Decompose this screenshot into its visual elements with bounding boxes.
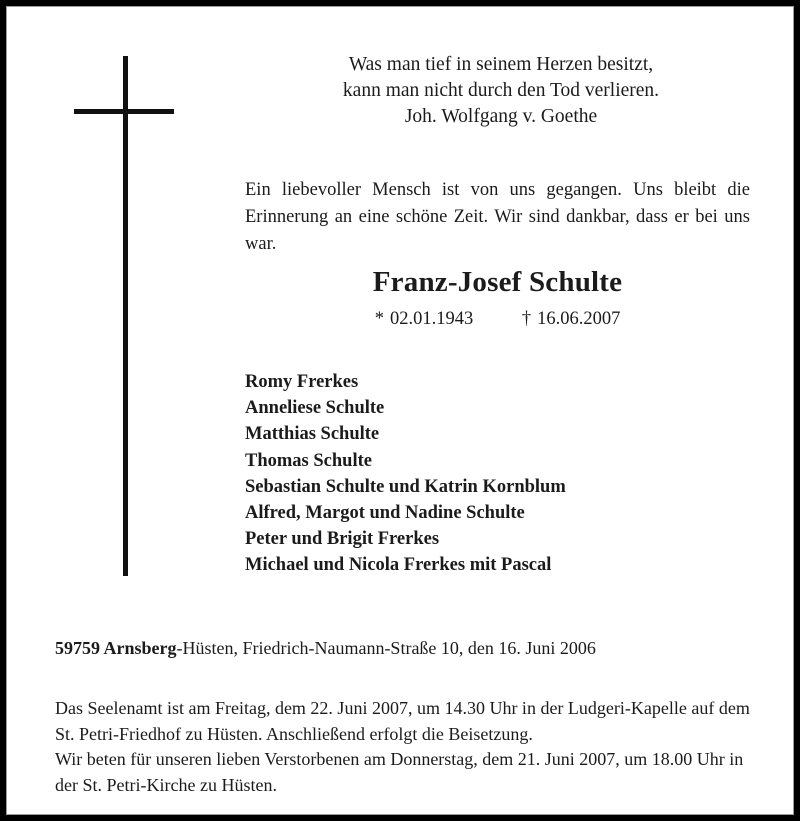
death-date: 16.06.2007 bbox=[537, 309, 621, 329]
quote-line-2: kann man nicht durch den Tod verlieren. bbox=[342, 80, 660, 101]
list-item: Thomas Schulte bbox=[245, 450, 372, 471]
address-city: 59759 Arnsberg bbox=[55, 638, 177, 658]
death-date-group bbox=[522, 309, 621, 329]
epitaph-quote bbox=[243, 52, 759, 130]
service-paragraph-1: Das Seelenamt ist am Freitag, dem 22. Juni 2007, um 14.30 Uhr in der Ludgeri-Kapelle auf dem St. Petri-Friedhof zu Hüsten. Anschließend erfolgt die Beisetzung. bbox=[55, 698, 750, 744]
intro-paragraph: Ein liebevoller Mensch ist von uns gegangen. Uns bleibt die Erinnerung an eine schöne Zeit. Wir sind dankbar, dass er bei uns war. bbox=[245, 179, 750, 254]
list-item: Anneliese Schulte bbox=[245, 398, 385, 419]
address-line bbox=[55, 636, 755, 660]
cross-horizontal-beam bbox=[74, 109, 174, 114]
mourners-list bbox=[245, 369, 750, 579]
birth-date: 02.01.1943 bbox=[389, 309, 474, 329]
address-rest: -Hüsten, Friedrich-Naumann-Straße 10, den 16. Juni 2006 bbox=[176, 638, 596, 658]
birth-date-group bbox=[375, 309, 478, 329]
list-item: Peter und Brigit Frerkes bbox=[245, 529, 440, 550]
deceased-block bbox=[245, 265, 750, 331]
list-item: Matthias Schulte bbox=[245, 424, 380, 445]
notice-sheet bbox=[7, 7, 793, 814]
cross-vertical-beam bbox=[123, 56, 128, 576]
christian-cross-icon bbox=[71, 56, 179, 576]
quote-line-1: Was man tief in seinem Herzen besitzt, bbox=[348, 54, 654, 75]
list-item: Sebastian Schulte und Katrin Kornblum bbox=[245, 476, 566, 497]
list-item: Alfred, Margot und Nadine Schulte bbox=[245, 503, 525, 524]
list-item: Romy Frerkes bbox=[245, 372, 359, 392]
deceased-name: Franz-Josef Schulte bbox=[372, 266, 623, 298]
service-paragraph-2: Wir beten für unseren lieben Verstorbenen am Donnerstag, dem 21. Juni 2007, um 18.00 Uhr in der St. Petri-Kirche zu Hüsten. bbox=[55, 749, 744, 795]
service-details bbox=[55, 696, 761, 798]
quote-attribution: Joh. Wolfgang v. Goethe bbox=[404, 106, 598, 127]
notice-frame bbox=[6, 6, 794, 815]
life-dates bbox=[245, 307, 750, 331]
birth-asterisk-icon: * bbox=[374, 309, 384, 329]
list-item: Michael und Nicola Frerkes mit Pascal bbox=[245, 555, 552, 576]
death-dagger-icon: † bbox=[521, 309, 532, 329]
